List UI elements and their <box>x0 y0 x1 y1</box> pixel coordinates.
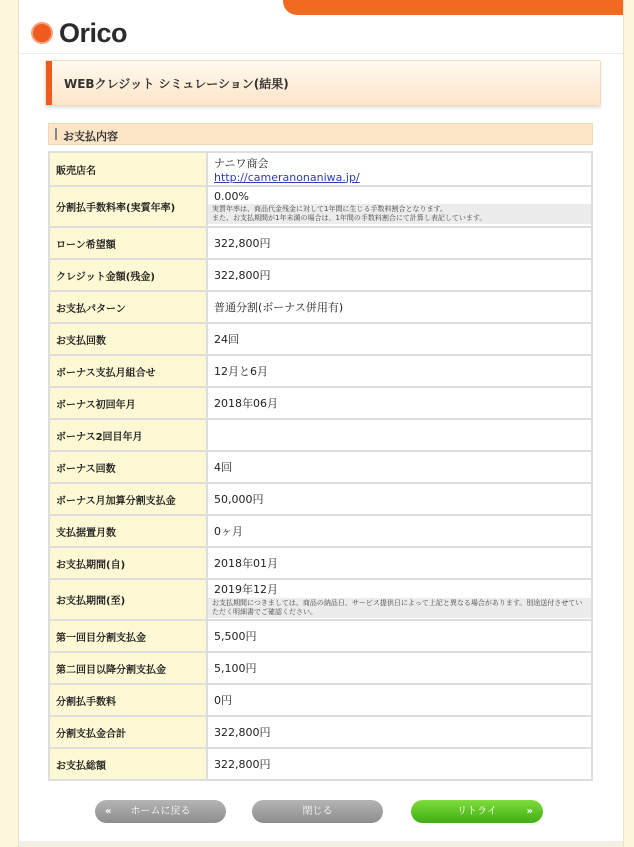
row-value: 322,800円 <box>207 227 592 259</box>
table-row <box>49 620 592 652</box>
row-value: 2018年06月 <box>207 387 592 419</box>
row-value-text: 2019年12月 <box>214 583 278 596</box>
row-label: お支払パターン <box>49 291 207 323</box>
header-orange-band <box>283 0 623 15</box>
row-value <box>207 419 592 451</box>
row-value: 2018年01月 <box>207 547 592 579</box>
table-row <box>49 451 592 483</box>
section-header <box>48 123 593 145</box>
table-row <box>49 152 592 186</box>
row-note: 実質年率は、商品代金残金に対して1年間に生じる手数料割合となります。 また、お支払期間が1年未満の場合は、1年間の手数料割合にて計算し表記しています。 <box>208 204 591 224</box>
table-row <box>49 259 592 291</box>
table-row <box>49 515 592 547</box>
table-row <box>49 186 592 227</box>
row-value: 0円 <box>207 684 592 716</box>
row-value <box>207 186 592 227</box>
logo-text: Orico <box>59 17 128 48</box>
row-label: 支払据置月数 <box>49 515 207 547</box>
row-value: 0ヶ月 <box>207 515 592 547</box>
shop-name: ナニワ商会 <box>214 156 269 170</box>
row-label: 分割支払金合計 <box>49 716 207 748</box>
row-label: お支払総額 <box>49 748 207 780</box>
row-note: お支払期間につきましては、商品の納品日、サービス提供日によって上記と異なる場合があります。別途送付させていただく明細書でご確認ください。 <box>208 598 591 618</box>
table-row <box>49 227 592 259</box>
table-row <box>49 684 592 716</box>
page-container <box>18 0 624 847</box>
home-button-label: ホームに戻る <box>130 806 191 817</box>
table-row <box>49 483 592 515</box>
table-row <box>49 355 592 387</box>
row-value: 5,500円 <box>207 620 592 652</box>
close-button[interactable] <box>252 800 383 823</box>
retry-button[interactable] <box>411 800 543 823</box>
row-value: 4回 <box>207 451 592 483</box>
page-title: WEBクレジット シミュレーション(結果) <box>64 77 289 91</box>
row-label: ボーナス月加算分割支払金 <box>49 483 207 515</box>
row-label: 分割払手数料 <box>49 684 207 716</box>
row-label: 第一回目分割支払金 <box>49 620 207 652</box>
section-marker <box>55 128 57 140</box>
double-right-arrow-icon: » <box>526 806 533 817</box>
row-label: クレジット金額(残金) <box>49 259 207 291</box>
row-value <box>207 152 592 186</box>
table-row <box>49 291 592 323</box>
row-label: ローン希望額 <box>49 227 207 259</box>
table-row <box>49 323 592 355</box>
table-row <box>49 579 592 620</box>
close-button-label: 閉じる <box>302 806 333 817</box>
table-row <box>49 748 592 780</box>
table-row <box>49 547 592 579</box>
row-value: 5,100円 <box>207 652 592 684</box>
double-left-arrow-icon: « <box>105 806 112 817</box>
row-label: 分割払手数料率(実質年率) <box>49 186 207 227</box>
row-label: お支払期間(自) <box>49 547 207 579</box>
home-button[interactable] <box>95 800 226 823</box>
section-title: お支払内容 <box>63 130 118 143</box>
payment-details-table <box>48 151 593 781</box>
table-row <box>49 419 592 451</box>
row-label: ボーナス初回年月 <box>49 387 207 419</box>
row-value: 322,800円 <box>207 716 592 748</box>
row-value: 普通分割(ボーナス併用有) <box>207 291 592 323</box>
shop-link[interactable]: http://cameranonaniwa.jp/ <box>214 170 360 184</box>
orico-logo <box>31 18 127 48</box>
row-value: 12月と6月 <box>207 355 592 387</box>
table-row <box>49 716 592 748</box>
retry-button-label: リトライ <box>457 806 497 817</box>
row-label: お支払期間(至) <box>49 579 207 620</box>
row-label: お支払回数 <box>49 323 207 355</box>
row-value <box>207 579 592 620</box>
row-label: 第二回目以降分割支払金 <box>49 652 207 684</box>
logo-circle-icon <box>31 22 53 44</box>
row-label: 販売店名 <box>49 152 207 186</box>
row-value: 50,000円 <box>207 483 592 515</box>
table-row <box>49 387 592 419</box>
row-value: 24回 <box>207 323 592 355</box>
row-label: ボーナス支払月組合せ <box>49 355 207 387</box>
row-value: 322,800円 <box>207 259 592 291</box>
row-value-text: 0.00% <box>214 189 249 203</box>
footer-rule <box>19 841 623 847</box>
title-accent-bar <box>46 61 52 105</box>
page-title-box <box>45 60 601 106</box>
row-label: ボーナス回数 <box>49 451 207 483</box>
divider <box>19 53 623 54</box>
table-row <box>49 652 592 684</box>
row-label: ボーナス2回目年月 <box>49 419 207 451</box>
row-value: 322,800円 <box>207 748 592 780</box>
